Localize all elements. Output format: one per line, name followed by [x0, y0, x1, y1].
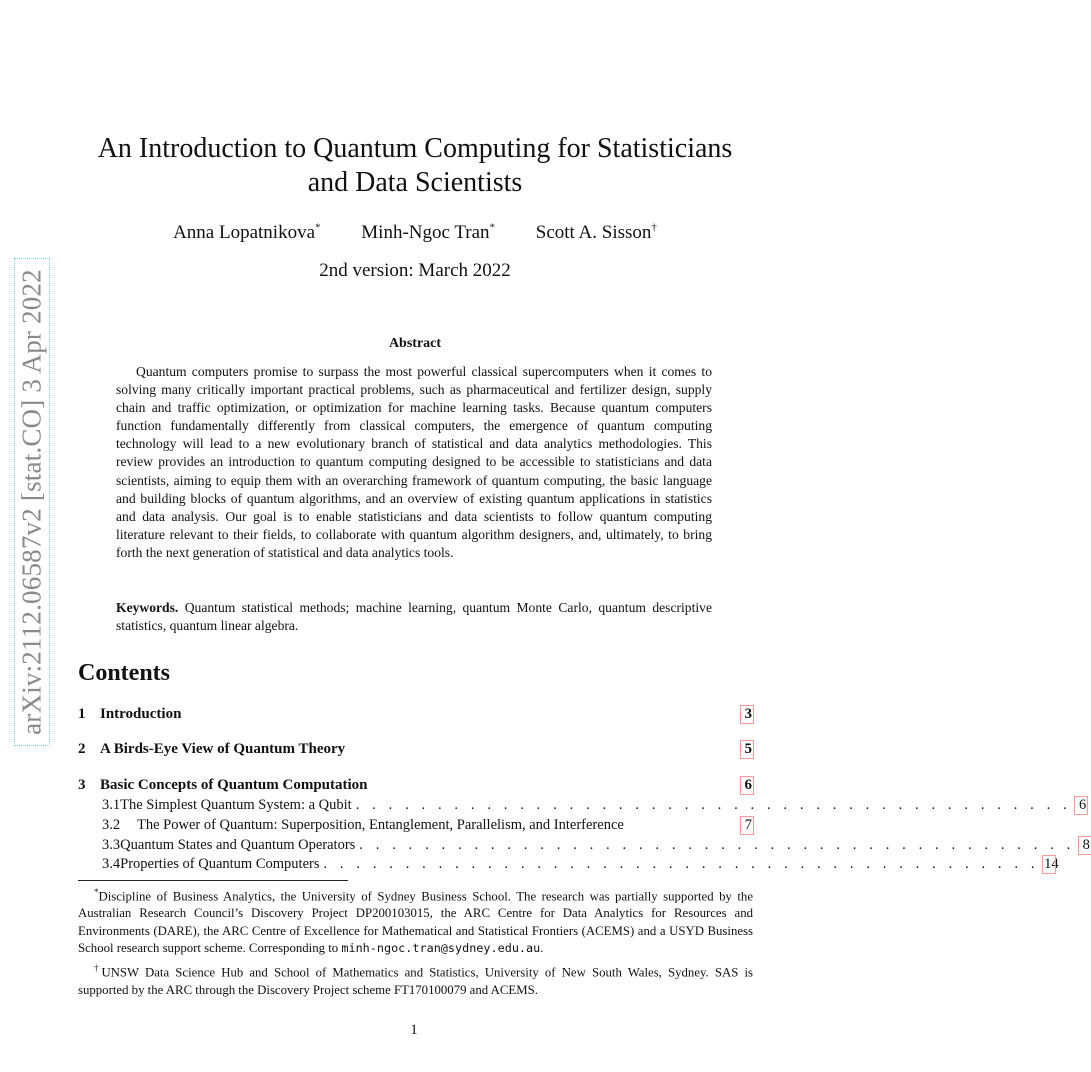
author-list: [80, 222, 750, 244]
author-name: Anna Lopatnikova: [173, 222, 316, 244]
toc-number: 3.1: [102, 797, 121, 813]
author-mark[interactable]: †: [651, 222, 657, 234]
toc-leader-dots: . . . . . . . . . . . . . . . . . . . . . . . . . . . . . . . . . . . . . . . . . . . .: [323, 856, 1040, 872]
toc-title: Quantum States and Quantum Operators: [120, 837, 356, 853]
toc-title: Introduction: [100, 706, 182, 722]
paper-title: An Introduction to Quantum Computing for Statisticians and Data Scientists: [97, 133, 733, 198]
toc-leader-dots: . . . . . . . . . . . . . . . . . . . . . . . . . . . . . . . . . . . . . . . . . . . .: [359, 837, 1075, 853]
toc-page-link[interactable]: 14: [1044, 856, 1059, 872]
toc-number: 2: [78, 741, 86, 757]
footnote-mark: †: [94, 963, 102, 974]
keywords-label: Keywords.: [116, 600, 179, 615]
toc-page-link[interactable]: 6: [1075, 797, 1087, 814]
author-2: [361, 222, 495, 243]
author-mark[interactable]: *: [315, 222, 321, 234]
arxiv-stamp[interactable]: [14, 258, 50, 746]
keywords-paragraph: [116, 599, 712, 635]
toc-entry[interactable]: [78, 777, 753, 794]
abstract-body: Quantum computers promise to surpass the most powerful classical supercomputers when it comes to solving many critically important practical problems, such as pharmaceutical and fertilizer design, supply chain and traffic optimization, or optimization for machine learning tasks. Because quantum computers function fundamentally differently from classical computers, the emergence of quantum computing technology will lead to a new evolutionary branch of statistical and data analytics methodologies. This review provides an introduction to quantum computing designed to be accessible to statisticians and data scientists, aiming to equip them with an overarching framework of quantum computing, the basic language and building blocks of quantum algorithms, and an overview of existing quantum applications in statistics and data analysis. Our goal is to enable statisticians and data scientists to follow quantum computing literature relevant to their fields, to collaborate with quantum algorithm designers, and, ultimately, to bring forth the next generation of statistical and data analytics tools.: [116, 364, 712, 560]
toc-title: A Birds-Eye View of Quantum Theory: [100, 741, 346, 757]
toc-page-link[interactable]: 7: [741, 817, 753, 834]
toc-page-link[interactable]: 5: [741, 741, 753, 758]
toc-entry[interactable]: [78, 706, 753, 723]
version-line: 2nd version: March 2022: [319, 260, 511, 281]
author-mark[interactable]: *: [489, 222, 496, 234]
author-name: Scott A. Sisson: [535, 222, 652, 244]
footnote-mark: *: [94, 887, 99, 897]
toc-title: Properties of Quantum Computers: [120, 856, 320, 872]
author-1: [173, 222, 320, 243]
footnote-2: [78, 960, 753, 999]
toc-page-link[interactable]: 6: [741, 777, 753, 794]
author-3: [536, 222, 657, 243]
toc-entry[interactable]: [78, 741, 753, 758]
contents-heading: Contents: [78, 660, 171, 686]
toc-title: The Simplest Quantum System: a Qubit: [120, 797, 352, 813]
author-name: Minh-Ngoc Tran: [361, 222, 490, 244]
toc-number: 1: [78, 706, 86, 722]
footnote-period: .: [540, 940, 544, 955]
toc-number: 3.2: [102, 817, 121, 833]
toc-subentry[interactable]: [78, 797, 1087, 814]
toc-subentry[interactable]: [78, 817, 753, 834]
toc-title: The Power of Quantum: Superposition, Entanglement, Parallelism, and Interference: [137, 817, 624, 833]
page-number: 1: [410, 1022, 418, 1038]
arxiv-id-label: arXiv:2112.06587v2 [stat.CO] 3 Apr 2022: [16, 269, 47, 735]
toc-number: 3.3: [102, 837, 121, 853]
toc-subentry[interactable]: [78, 856, 1059, 873]
footnote-text: UNSW Data Science Hub and School of Mathematics and Statistics, University of New South Wales, Sydney. SAS is supported by the ARC through the Discovery Project scheme FT170100079 and ACEMS.: [78, 965, 754, 997]
footnote-text: Discipline of Business Analytics, the University of Sydney Business School. The research was partially supported by the Australian Research Council’s Discovery Project DP200103015, the ARC Centre for Data Analytics for Resources and Environments (DARE), the ARC Centre of Excellence for Mathematical and Statistical Frontiers (ACEMS) and a USYD Business School research support scheme. Corresponding to: [78, 889, 753, 955]
toc-number: 3.4: [102, 856, 121, 872]
toc-number: 3: [78, 777, 86, 793]
footnotes: [78, 884, 753, 1002]
toc-page-link[interactable]: 3: [741, 706, 753, 723]
toc-page-link[interactable]: 8: [1079, 837, 1091, 854]
keywords-text: Quantum statistical methods; machine learning, quantum Monte Carlo, quantum descriptive statistics, quantum linear algebra.: [116, 600, 712, 634]
toc-subentry[interactable]: [78, 837, 1090, 854]
footnote-1: [78, 884, 753, 957]
email-link[interactable]: minh-ngoc.tran@sydney.edu.au: [341, 940, 541, 955]
footnote-rule: [78, 880, 348, 881]
toc-leader-dots: . . . . . . . . . . . . . . . . . . . . . . . . . . . . . . . . . . . . . . . . . . . .: [355, 797, 1072, 813]
abstract-heading: Abstract: [388, 336, 442, 351]
toc-title: Basic Concepts of Quantum Computation: [100, 777, 368, 793]
